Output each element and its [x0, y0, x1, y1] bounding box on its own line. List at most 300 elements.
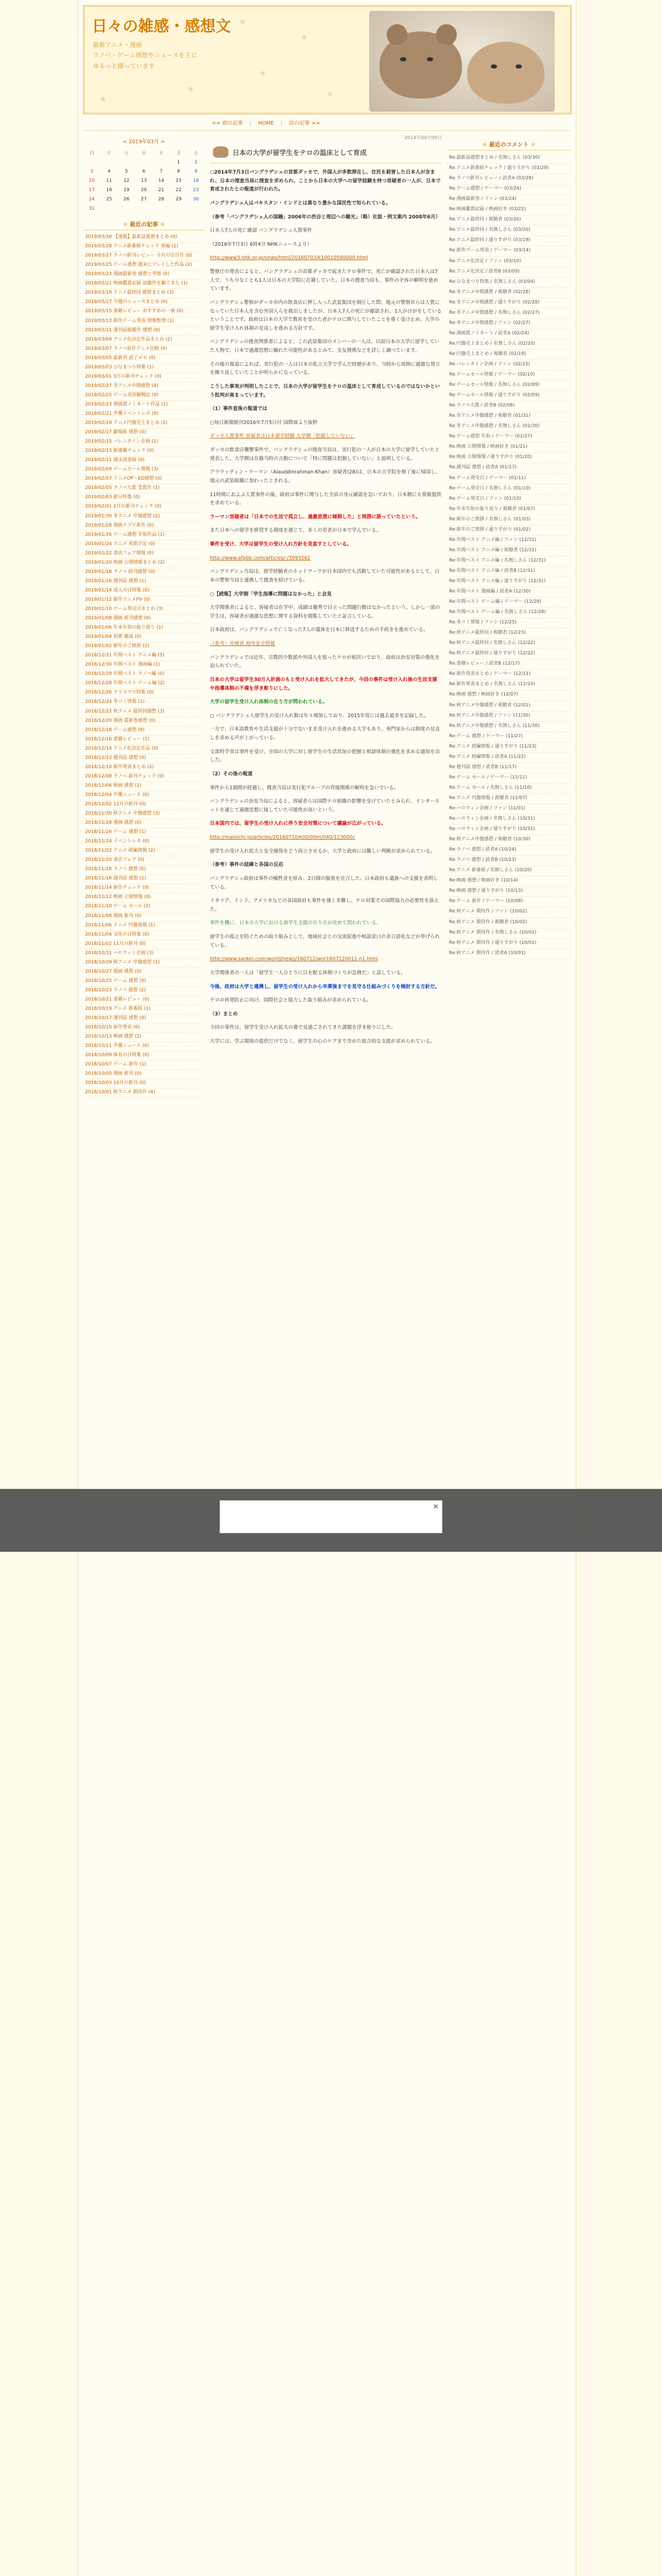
recent-post-item[interactable]: 2018/11/26 ゲーム 感想 (1): [85, 828, 203, 838]
recent-post-item[interactable]: 2018/11/04 文化の日特集 (0): [85, 931, 203, 940]
comment-item[interactable]: Re:年末年始の振り返り / 視聴者 (01/07): [447, 505, 571, 515]
article-paragraph: 事件を機に、日本の大学における留学生支援の在り方が改めて問われている。: [210, 920, 382, 926]
comment-item[interactable]: Re:アニメ 続編情報 / 読者A (11/22): [447, 753, 571, 763]
recent-post-item[interactable]: 2018/11/14 新作チェック (0): [85, 884, 203, 893]
recent-post-item[interactable]: 2019/03/21 映画鑑賞記録 話題作を観てきた (1): [85, 280, 203, 289]
calendar-day[interactable]: 25: [106, 197, 112, 202]
comment-item[interactable]: Re:アニメ 続編情報 / 通りすがり (11/23): [447, 742, 571, 753]
comment-item[interactable]: Re:年間ベスト アニメ編 / 名無しさん (12/31): [447, 556, 571, 567]
comment-item[interactable]: Re:新年のご挨拶 / 名無しさん (01/03): [447, 515, 571, 526]
recent-post-item[interactable]: 2019/02/17 劇場版 感想 (0): [85, 429, 203, 438]
recent-post-item[interactable]: 2018/12/18 ゲーム感想 (0): [85, 726, 203, 736]
comment-item[interactable]: Re:ラノベ大賞 / 読者B (02/06): [447, 401, 571, 412]
recent-post-item[interactable]: 2019/02/19 アニメ円盤売上まとめ (2): [85, 419, 203, 429]
article-paragraph: 大学関係者によると、容疑者は在学中、成績は優秀で目立った問題行動はなかったという。しかし一部の学生は、容疑者が過激な思想に関する資料を閲覧していたと証言している。: [210, 605, 440, 619]
recent-post-item[interactable]: 2019/03/01 3月の新刊チェック (0): [85, 373, 203, 382]
calendar-day[interactable]: 23: [193, 188, 199, 193]
cat-eye: [427, 57, 433, 61]
recent-post-item[interactable]: 2018/12/16 書籍レビュー (1): [85, 736, 203, 745]
recent-post-item[interactable]: 2019/01/12 新作アニメPV (0): [85, 596, 203, 605]
calendar-day[interactable]: 12: [123, 178, 129, 184]
comment-item[interactable]: Re:秋アニメ序盤感想 / 視聴者 (10/30): [447, 835, 571, 845]
prev-post-link[interactable]: << 前の記事: [212, 121, 243, 126]
recent-post-item[interactable]: 2018/12/14 アニメ化決定作品 (0): [85, 745, 203, 754]
article-link[interactable]: （参考）外務省 海外安全情報: [210, 641, 275, 647]
comment-item[interactable]: Re:新年のご挨拶 / 通りすがり (01/02): [447, 526, 571, 536]
calendar-day[interactable]: 9: [194, 169, 197, 175]
comment-item[interactable]: Re:アニメ 新番組 / 名無しさん (10/20): [447, 866, 571, 876]
recent-post-item[interactable]: 2019/02/09 ゲームセール情報 (3): [85, 466, 203, 475]
comment-item[interactable]: Re:映画 公開情報 / 通りすがり (01/20): [447, 453, 571, 463]
recent-post-item[interactable]: 2018/10/29 秋アニメ 序盤感想 (1): [85, 959, 203, 968]
recent-post-item[interactable]: 2018/11/22 アニメ 続編情報 (2): [85, 847, 203, 856]
flower-icon: [301, 32, 307, 44]
calendar-day: [101, 158, 118, 167]
recent-post-item[interactable]: 2019/03/11 週刊誌掲載作 感想 (0): [85, 327, 203, 336]
comment-item[interactable]: Re:ゲームセール情報 / ゲーマー (02/10): [447, 370, 571, 381]
comment-item[interactable]: Re:映画鑑賞記録 / 映画好き (03/22): [447, 205, 571, 215]
comment-item[interactable]: Re:映画 公開情報 / 映画好き (01/21): [447, 443, 571, 453]
calendar-day[interactable]: 14: [158, 178, 164, 184]
calendar-day[interactable]: 11: [106, 178, 112, 184]
article-paragraph: バングラデシュの治安当局によると、容疑者らは国際テロ組織の影響を受けていたとみられ、インターネットを通じて過激思想に接していた可能性が高いという。: [210, 799, 440, 813]
calendar-day[interactable]: 20: [141, 188, 147, 193]
modal-overlay[interactable]: [0, 1489, 662, 1552]
comment-item[interactable]: Re:漫画最新巻 / ファン (03/24): [447, 195, 571, 205]
article-paragraph: イタリア、インド、アメリカなどの各国政府も事件を強く非難し、テロ対策での国際協力の必要性を訴えた。: [210, 898, 439, 912]
recent-post-item[interactable]: 2019/03/23 漫画最新巻 感想と考察 (0): [85, 270, 203, 280]
calendar-day: [101, 205, 118, 214]
home-link[interactable]: HOME: [258, 121, 274, 126]
recent-post-item[interactable]: 2018/12/20 漫画 最新巻感想 (0): [85, 717, 203, 726]
recent-post-item[interactable]: 2018/11/16 週刊誌 感想 (1): [85, 875, 203, 884]
flower-icon: [327, 89, 333, 100]
comment-item[interactable]: Re:ゲーム 感想 / ゲーマー (11/27): [447, 732, 571, 742]
article-paragraph: 今後、政府は大学と連携し、留学生の受け入れから卒業後までを見守る仕組みづくりを検討する方針だ。: [210, 984, 440, 990]
comment-item[interactable]: Re:秋アニメ最終回 / 名無しさん (12/22): [447, 639, 571, 649]
article-paragraph: 日本国内では、留学生の受け入れに伴う安全対策について議論が広がっている。: [210, 821, 386, 827]
article-paragraph: 留学生の受け入れ拡大と安全確保をどう両立させるか、大学と政府には難しい判断が求められている。: [210, 848, 436, 854]
recent-post-item[interactable]: 2018/10/05 漫画 新刊 (0): [85, 1070, 203, 1079]
recent-post-item[interactable]: 2019/03/03 ひなまつり特集 (1): [85, 364, 203, 373]
calendar-day: [118, 158, 135, 167]
comment-item[interactable]: Re:週刊誌 感想 / 読者A (01/17): [447, 463, 571, 473]
comment-item[interactable]: Re:ゲームセール情報 / 通りすがり (02/09): [447, 391, 571, 401]
article-link[interactable]: http://www3.nhk.or.jp/news/html/20160703/k10010580000.html: [210, 255, 368, 261]
comment-item[interactable]: Re:年間ベスト ゲーム編 / ゲーマー (12/28): [447, 598, 571, 608]
comment-item[interactable]: Re:アニメ新番組チェック / 通りすがり (03/29): [447, 164, 571, 174]
article-paragraph: アラウッディン・ラーマン（Alauddinrahman Khan）容疑者(28)は、日本の大学院を修了後に帰国し、地元の武装組織に加わったとされる。: [210, 469, 441, 484]
article-link[interactable]: http://www.afpbb.com/articles/-/3093262: [210, 555, 311, 561]
calendar-day[interactable]: 26: [123, 197, 129, 202]
recent-post-item[interactable]: 2018/11/12 映画 公開情報 (0): [85, 893, 203, 903]
recent-post-item[interactable]: 2019/02/21 声優イベントレポ (0): [85, 410, 203, 419]
article-paragraph: 11時間におよぶ人質事件の後、政府は事件に関与した全員の身元確認を急いでおり、日本側にも情報提供を求めている。: [210, 492, 442, 506]
recent-post-item[interactable]: 2019/03/09 アニメ化決定作品まとめ (2): [85, 336, 203, 345]
recent-post-item[interactable]: 2019/01/06 年末年始の振り返り (1): [85, 624, 203, 633]
article-paragraph: （参考）事件の経緯と各国の反応: [210, 862, 284, 868]
comment-item[interactable]: Re:新作発表まとめ / ゲーマー (12/11): [447, 670, 571, 680]
comment-item[interactable]: Re:週刊誌 感想 / 読者B (11/17): [447, 763, 571, 773]
calendar-day[interactable]: 21: [158, 188, 164, 193]
calendar-weekday: 土: [193, 150, 198, 156]
recent-post-item[interactable]: 2019/01/16 週刊誌 感想 (1): [85, 578, 203, 587]
article-paragraph: バングラデシュの捜査関係者によると、この武装集団のメンバーの一人は、以前日本の大学に留学していた人物で、日本で過激思想に触れた可能性があるとみて、交友関係などを詳しく調べています。: [210, 339, 440, 354]
comment-item[interactable]: Re:ラノベ新刊レビュー / 読者A (03/28): [447, 174, 571, 184]
comment-item[interactable]: Re:新作ゲーム発表 / ゲーマー (03/14): [447, 246, 571, 257]
comment-item[interactable]: Re:秋アニメ 期待作 / 通りすがり (10/01): [447, 939, 571, 949]
comment-item[interactable]: Re:新作発表まとめ / 名無しさん (12/10): [447, 680, 571, 690]
article-paragraph: 大学の留学生受け入れ体制の在り方が問われている。: [210, 699, 328, 705]
left-sidebar: [83, 120, 205, 1098]
calendar-weekday: 日: [89, 150, 94, 156]
recent-post-item[interactable]: 2019/03/15 書籍レビュー おすすめの一冊 (0): [85, 308, 203, 317]
comment-item[interactable]: Re:ハロウィン企画 / ファン (11/01): [447, 804, 571, 815]
recent-post-item[interactable]: 2018/11/08 漫画 新刊 (0): [85, 912, 203, 922]
recent-post-item[interactable]: 2018/10/01 秋アニメ 期待作 (4): [85, 1089, 203, 1098]
comment-item[interactable]: Re:秋アニメ最終回 / 視聴者 (12/23): [447, 629, 571, 639]
recent-post-item[interactable]: 2018/12/12 週刊誌 感想 (0): [85, 754, 203, 764]
article-paragraph: ラーマン容疑者は「日本での生活で孤立し、過激思想に傾倒した」と周囲に語っていたという。: [210, 514, 421, 520]
calendar-day[interactable]: 18: [106, 188, 112, 193]
comment-item[interactable]: Re:ハロウィン企画 / 名無しさん (10/31): [447, 815, 571, 825]
recent-comments-list: [447, 154, 571, 959]
calendar-day[interactable]: 5: [125, 169, 128, 175]
article-paragraph: 警察庁の発表によると、バングラデシュの首都ダッカで起きたテロ事件で、死亡が確認された日本人は7人で、うち少なくとも1人は日本の大学院に在籍していた。日本の捜査当局も、事件の全容の解明を進めています。: [210, 269, 438, 292]
recent-post-item[interactable]: 2019/01/14 成人の日特集 (0): [85, 587, 203, 596]
comment-item[interactable]: Re:ハロウィン企画 / 通りすがり (10/31): [447, 825, 571, 835]
calendar-day: [83, 158, 101, 167]
article-paragraph: バングラデシュ警察がダッカ市内の飲食店に押し入った武装集団を制圧した際、地元の警察官らは人質になっていた日本人を含む外国人らを救出しましたが、日本人7人の死亡が確認され、1人がけがをしているということです。政府は日本の大学で教育を受けた者がテロに関与していたことを重く受け止め、大学の留学生受け入れ体制の見直しを進める方針です。: [210, 299, 442, 331]
calendar-weekday: 水: [141, 150, 146, 156]
recent-post-item[interactable]: 2018/12/08 ラノベ 新刊チェック (0): [85, 773, 203, 782]
calendar-day[interactable]: 17: [89, 188, 95, 193]
close-icon[interactable]: ✕: [433, 1503, 439, 1511]
cat-eye: [400, 57, 406, 61]
flower-icon: [239, 17, 245, 28]
calendar-day[interactable]: 10: [89, 178, 95, 184]
article-paragraph: テロの再発防止に向け、国際社会と協力した取り組みが求められている。: [210, 997, 372, 1004]
recent-post-item[interactable]: 2019/01/22 書店フェア情報 (0): [85, 550, 203, 559]
article-paragraph: また日本への留学を推奨する制度を通じて、多くの若者が日本で学んでいる。: [210, 528, 382, 534]
calendar-day[interactable]: 31: [89, 206, 95, 212]
comment-item[interactable]: Re:冬アニメ中間感想 / 名無しさん (02/27): [447, 309, 571, 319]
post-body: [210, 168, 442, 1046]
comment-item[interactable]: Re:秋アニメ 期待作 / 名無しさん (10/01): [447, 928, 571, 939]
right-sidebar: [447, 120, 571, 959]
comment-item[interactable]: Re:ひなまつり特集 / 名無しさん (03/04): [447, 278, 571, 288]
recent-post-item[interactable]: 2019/01/08 漫画 新刊感想 (0): [85, 615, 203, 624]
flower-icon: [100, 94, 106, 106]
recent-post-item[interactable]: 2019/01/04 初夢 雑談 (0): [85, 633, 203, 642]
article-paragraph: こうした事実が判明したことで、日本の大学が留学生をテロの温床として育成しているのではないかという批判が高まっています。: [210, 383, 440, 398]
comment-item[interactable]: Re:アニメ化決定 / ファン (03/10): [447, 257, 571, 267]
cat-photo: [369, 11, 555, 112]
comment-item[interactable]: Re:バレンタイン企画 / ファン (02/15): [447, 360, 571, 370]
article-paragraph: （3）まとめ: [210, 1011, 238, 1017]
article-paragraph: バングラデシュ当局は、留学経験者のネットワークが日本国内でも活動していた可能性があるとして、日本の警察当局と連携して捜査を続けている。: [210, 569, 440, 583]
recent-post-item[interactable]: 2019/02/27 冬アニメ中間感想 (4): [85, 382, 203, 392]
comment-item[interactable]: Re:秋アニメ最終回 / 通りすがり (12/22): [447, 649, 571, 659]
article-paragraph: 大学には、学ぶ環境の提供だけでなく、留学生の心のケアまで含めた総合的な支援が求められている。: [210, 1039, 435, 1045]
calendar-day[interactable]: 2: [194, 160, 197, 165]
calendar: [83, 149, 205, 214]
comment-item[interactable]: Re:冬コミ情報 / ファン (12/25): [447, 618, 571, 629]
comment-item[interactable]: Re:書籍レビュー / 読者B (12/17): [447, 659, 571, 670]
article-paragraph: バングラデシュ人はパキスタン・インドとは異なり豊かな国民性で知られている。: [210, 200, 391, 206]
post-date: 2014年04月09日: [404, 135, 442, 141]
recent-post-item[interactable]: 2019/02/07 アニメOP・ED感想 (0): [85, 475, 203, 484]
recent-post-item[interactable]: 2018/12/26 クリスマス特集 (0): [85, 689, 203, 698]
recent-post-item[interactable]: 2018/11/10 ゲーム セール (2): [85, 903, 203, 912]
comment-item[interactable]: Re:年間ベスト 漫画編 / 読者A (12/30): [447, 587, 571, 598]
comment-item[interactable]: Re:円盤売上まとめ / 名無しさん (02/20): [447, 340, 571, 350]
main-content: [210, 135, 442, 1052]
comment-item[interactable]: Re:漫画賞ノミネート / 読者A (02/24): [447, 329, 571, 340]
cat-eye: [491, 64, 497, 69]
comment-item[interactable]: Re:冬アニメ中間感想 / ファン (02/27): [447, 319, 571, 329]
page-wrapper: [77, 0, 576, 2576]
comment-item[interactable]: Re:冬アニメ序盤感想 / 視聴者 (01/31): [447, 412, 571, 422]
recent-post-item[interactable]: 2018/10/31 ハロウィン企画 (3): [85, 950, 203, 959]
recent-post-item[interactable]: 2019/02/01 2月の新刊チェック (0): [85, 503, 203, 512]
comment-item[interactable]: Re:ゲーム 新作 / ゲーマー (10/08): [447, 897, 571, 907]
recent-post-item[interactable]: 2018/10/23 ラノベ 感想 (2): [85, 987, 203, 996]
comment-item[interactable]: Re:ゲームセール情報 / 名無しさん (02/09): [447, 381, 571, 391]
recent-post-item[interactable]: 2019/03/27 ラノベ新刊レビュー 今月の注目作 (0): [85, 252, 203, 261]
recent-post-item[interactable]: 2018/12/04 声優ニュース (0): [85, 791, 203, 801]
comment-item[interactable]: Re:冬アニメ中間感想 / 通りすがり (02/28): [447, 298, 571, 309]
article-paragraph: （1）事件直後の報道では: [210, 406, 268, 412]
article-paragraph: バングラデシュ政府は事件の犠牲者を悼み、2日間の服喪を宣言した。日本政府も遺族への支援を表明している。: [210, 875, 439, 890]
calendar-day: [135, 205, 153, 214]
recent-post-item[interactable]: 2018/12/29 年間ベスト ラノベ編 (0): [85, 670, 203, 680]
comment-item[interactable]: Re:冬アニメ中間感想 / 視聴者 (02/28): [447, 288, 571, 298]
comment-item[interactable]: Re:ゲーム感想 / ゲーマー (03/26): [447, 184, 571, 195]
recent-post-item[interactable]: 2018/10/27 漫画 感想 (0): [85, 968, 203, 977]
recent-post-item[interactable]: 2018/12/22 秋アニメ 最終回感想 (3): [85, 708, 203, 717]
recent-post-item[interactable]: 2019/01/10 ゲーム発売日まとめ (3): [85, 605, 203, 615]
article-paragraph: 今回の事件は、留学生受け入れ拡大の裏で見過ごされてきた課題を浮き彫りにした。: [210, 1025, 396, 1031]
recent-post-item[interactable]: 2019/02/15 バレンタイン企画 (1): [85, 438, 203, 447]
calendar-day: [153, 158, 170, 167]
calendar-day[interactable]: 28: [158, 197, 164, 202]
post-title[interactable]: 日本の大学が留学生をテロの温床として育成: [210, 144, 442, 163]
flower-icon: [188, 84, 194, 95]
article-paragraph: ○ バングラデシュ人留学生の受け入れ数は年々増加しており、2015年度には過去最多を記録した。: [210, 713, 429, 719]
recent-post-item[interactable]: 2019/03/19 アニメ最終回 感想まとめ (3): [85, 289, 203, 298]
article-paragraph: 日本の大学は留学生30万人計画のもと受け入れを拡大してきたが、今回の事件は受け入れ後の生活支援や指導体制の不備を浮き彫りにした。: [210, 676, 437, 691]
article-paragraph: 事件から1週間が経過し、捜査当局は実行犯グループの背後関係の解明を急いでいる。: [210, 785, 399, 791]
blog-title[interactable]: 日々の雑感・感想文: [92, 18, 231, 36]
recent-post-item[interactable]: 2019/03/17 今週のニュースまとめ (0): [85, 298, 203, 308]
comment-item[interactable]: Re:秋アニメ中盤感想 / 名無しさん (11/30): [447, 722, 571, 732]
post-navigation: << 前の記事 | HOME | 次の記事 >>: [83, 120, 572, 131]
comment-item[interactable]: Re:アニメ最終回 / 通りすがり (03/19): [447, 236, 571, 246]
recent-post-item[interactable]: 2018/12/31 年間ベスト アニメ編 (5): [85, 652, 203, 661]
recent-post-item[interactable]: 2018/10/13 映画 感想 (2): [85, 1033, 203, 1042]
article-paragraph: バングラデシュでは近年、宗教的少数派や外国人を狙ったテロが相次いでおり、政府は治安対策の強化を迫られていた。: [210, 654, 440, 669]
recent-post-item[interactable]: 2019/02/13 新連載チェック (0): [85, 447, 203, 456]
calendar-day: [187, 205, 205, 214]
recent-post-item[interactable]: 2018/12/24 冬コミ情報 (1): [85, 698, 203, 707]
recent-post-item[interactable]: 2019/01/26 ゲーム感想 年始作品 (1): [85, 531, 203, 540]
calendar-nav[interactable]: < 2019年03月 >: [123, 139, 165, 145]
recent-post-item[interactable]: 2018/10/15 新作発表 (0): [85, 1024, 203, 1033]
calendar-day[interactable]: 30: [193, 197, 199, 202]
calendar-weekday: 月: [107, 150, 112, 156]
comment-item[interactable]: Re:アニメ最終回 / 名無しさん (03/20): [447, 226, 571, 236]
comment-item[interactable]: Re:年間ベスト ゲーム編 / 名無しさん (12/28): [447, 608, 571, 618]
recent-post-item[interactable]: 2019/02/11 週末読書録 (0): [85, 456, 203, 466]
article-link[interactable]: ダッカ人質事件 容疑者は日本留学経験 大学側「把握していない」: [210, 433, 355, 439]
comment-item[interactable]: Re:最新話感想まとめ / 名無しさん (03/30): [447, 154, 571, 164]
calendar-weekday: 火: [124, 150, 129, 156]
article-paragraph: ダッカの飲食店襲撃事件で、バングラデシュの捜査当局は、実行犯の一人が日本の大学に留学していたと発表した。大学側は在籍当時の言動について「特に問題は把握していない」と説明している。: [210, 447, 440, 462]
calendar-day[interactable]: 15: [175, 178, 182, 184]
comment-item[interactable]: Re:年間ベスト アニメ編 / 視聴者 (12/31): [447, 546, 571, 556]
recent-post-item[interactable]: 2019/03/25 ゲーム感想 週末にプレイした作品 (2): [85, 261, 203, 270]
calendar-day: [118, 205, 135, 214]
comment-item[interactable]: Re:秋アニメ中盤感想 / 視聴者 (12/01): [447, 701, 571, 711]
recent-post-item[interactable]: 2019/03/30 【速報】最新話感想まとめ (0): [85, 233, 203, 243]
comment-item[interactable]: Re:ゲーム発売日 / ファン (01/10): [447, 495, 571, 505]
article-paragraph: 大学関係者の一人は「留学生一人ひとりに目を配る体制づくりが急務だ」と話している。: [210, 970, 406, 976]
comment-item[interactable]: Re:映画 感想 / 映画好き (12/07): [447, 690, 571, 701]
recent-post-item[interactable]: 2018/11/06 アニメ 円盤情報 (1): [85, 922, 203, 931]
comment-item[interactable]: Re:ラノベ 感想 / 読者A (10/24): [447, 845, 571, 856]
comment-item[interactable]: Re:映画 感想 / 映画好き (10/14): [447, 876, 571, 887]
recent-post-item[interactable]: 2018/11/28 漫画 感想 (0): [85, 819, 203, 828]
recent-post-item[interactable]: 2018/11/18 ラノベ 感想 (0): [85, 866, 203, 875]
recent-post-item[interactable]: 2019/01/02 新年のご挨拶 (2): [85, 642, 203, 652]
recent-post-item[interactable]: 2019/03/13 新作ゲーム発表 情報整理 (1): [85, 317, 203, 327]
comment-item[interactable]: Re:秋アニメ 期待作 / 読者A (10/01): [447, 949, 571, 959]
recent-post-item[interactable]: 2019/03/28 アニメ新番組チェック 春編 (1): [85, 243, 203, 252]
recent-post-item[interactable]: 2018/10/11 声優ニュース (0): [85, 1042, 203, 1052]
comment-item[interactable]: Re:ゲーム セール / 名無しさん (11/10): [447, 784, 571, 794]
recent-comments-heading: ❀ 最近のコメント ❀: [447, 139, 571, 150]
comment-item[interactable]: Re:アニメ最終回 / 視聴者 (03/20): [447, 215, 571, 226]
comment-item[interactable]: Re:冬アニメ序盤感想 / 名無しさん (01/30): [447, 422, 571, 432]
comment-item[interactable]: Re:ゲーム発売日 / 名無しさん (01/10): [447, 484, 571, 495]
recent-post-item[interactable]: 2019/03/05 最新刊 読了メモ (0): [85, 354, 203, 364]
modal-dialog: [220, 1500, 442, 1533]
recent-post-item[interactable]: 2018/12/30 年間ベスト 漫画編 (1): [85, 661, 203, 670]
recent-posts-list: [83, 233, 205, 1098]
recent-post-item[interactable]: 2018/10/21 書籍レビュー (0): [85, 996, 203, 1005]
article-paragraph: 文部科学省は事件を受け、全国の大学に対し留学生の生活状況の把握と相談体制の強化を求める通知を出した。: [210, 749, 440, 764]
recent-post-item[interactable]: 2018/11/30 秋アニメ 中盤感想 (3): [85, 810, 203, 819]
article-paragraph: その後の報道によれば、実行犯の一人は日本の私立大学で学んだ経歴があり、当時から周囲に過激な発言を繰り返していたことが明らかになっている。: [210, 361, 440, 376]
calendar-day[interactable]: 27: [141, 197, 147, 202]
calendar-day[interactable]: 7: [159, 169, 163, 175]
recent-post-item[interactable]: 2019/01/28 漫画アプリ新作 (0): [85, 522, 203, 531]
calendar-day[interactable]: 19: [123, 188, 129, 193]
calendar-day[interactable]: 3: [90, 169, 93, 175]
comment-item[interactable]: Re:円盤売上まとめ / 視聴者 (02/19): [447, 350, 571, 360]
calendar-day[interactable]: 6: [142, 169, 145, 175]
article-paragraph: （参考「バングラデシュ人の国籍」2006年の渋谷と周辺への観光」（略）社説・例文案内 2008年6月）: [210, 214, 440, 220]
recent-post-item[interactable]: 2019/01/24 アニメ 来期予定 (0): [85, 540, 203, 550]
calendar-day[interactable]: 1: [177, 160, 180, 165]
recent-post-item[interactable]: 2018/10/19 アニメ 新番組 (1): [85, 1005, 203, 1014]
recent-post-item[interactable]: 2019/03/07 ラノベ原作アニメ比較 (0): [85, 345, 203, 354]
comment-item[interactable]: Re:年間ベスト アニメ編 / 読者B (12/31): [447, 567, 571, 577]
comment-item[interactable]: Re:秋アニメ 期待作 / ファン (10/02): [447, 907, 571, 918]
article-paragraph: ○毎日新聞朝刊2016年7月5日付 国際面より抜粋: [210, 419, 318, 426]
recent-post-item[interactable]: 2018/12/10 新作発表まとめ (2): [85, 764, 203, 773]
calendar-day[interactable]: 8: [177, 169, 180, 175]
comment-item[interactable]: Re:年間ベスト アニメ編 / ファン (12/31): [447, 536, 571, 546]
article-paragraph: ○【続報】大学側「学生指導に問題はなかった」と会見: [210, 591, 332, 597]
calendar-day[interactable]: 29: [175, 197, 182, 202]
recent-posts-heading: ❀ 最近の記事 ❀: [83, 219, 205, 230]
article-paragraph: ○2014年7月3日バングラデシュの首都ダッカで、外国人が多数滞在し、住民を殺害した日本人が含まれ、日本の捜査当局に捜査を求められ、ことから日本の大学への留学経験を持つ容疑者の一人が、日本で育成されたとの報道が行われた。: [210, 170, 441, 193]
recent-post-item[interactable]: 2019/02/05 ラノベ大賞 受賞作 (1): [85, 484, 203, 494]
cat-eye: [516, 64, 522, 69]
article-paragraph: 留学生の孤立を防ぐための取り組みとして、地域社会との交流促進や相談窓口の多言語化などが挙げられている。: [210, 934, 440, 948]
recent-post-item[interactable]: 2019/01/30 冬アニメ 序盤感想 (2): [85, 513, 203, 522]
recent-post-item[interactable]: 2018/10/17 週刊誌 感想 (0): [85, 1014, 203, 1024]
recent-post-item[interactable]: 2019/01/20 映画 公開情報まとめ (2): [85, 559, 203, 568]
recent-post-item[interactable]: 2018/10/09 体育の日特集 (0): [85, 1052, 203, 1061]
calendar-day[interactable]: 13: [141, 178, 147, 184]
comment-item[interactable]: Re:アニメ化決定 / 読者B (03/09): [447, 267, 571, 278]
comment-item[interactable]: Re:ゲーム発売日 / ゲーマー (01/11): [447, 474, 571, 484]
calendar-day[interactable]: 24: [89, 197, 95, 202]
comment-item[interactable]: Re:年間ベスト アニメ編 / 通りすがり (12/31): [447, 577, 571, 587]
article-paragraph: （2016年7月3日 6時4分 NHKニュースより）: [210, 241, 312, 247]
article-paragraph: （2）その後の報道: [210, 771, 253, 777]
next-post-link[interactable]: 次の記事 >>: [289, 121, 320, 126]
recent-post-item[interactable]: 2018/11/20 書店フェア (0): [85, 856, 203, 866]
recent-post-item[interactable]: 2019/02/25 ゲーム実況観戦記 (0): [85, 392, 203, 401]
recent-post-item[interactable]: 2018/12/06 映画 感想 (1): [85, 782, 203, 791]
recent-post-item[interactable]: 2018/11/02 11月の新刊 (0): [85, 940, 203, 950]
recent-post-item[interactable]: 2018/10/07 ゲーム 新作 (1): [85, 1061, 203, 1070]
comment-item[interactable]: Re:アニメ 円盤情報 / 視聴者 (11/07): [447, 794, 571, 804]
calendar-day: [135, 158, 153, 167]
recent-post-item[interactable]: 2018/10/25 ゲーム 感想 (0): [85, 977, 203, 987]
article-paragraph: 日本政府は、バングラデシュで亡くなった7人の遺体を日本に移送するための手続きを進めている。: [210, 627, 428, 633]
calendar-day[interactable]: 22: [175, 188, 182, 193]
recent-post-item[interactable]: 2018/10/03 10月の新刊 (0): [85, 1079, 203, 1089]
comment-item[interactable]: Re:ゲーム セール / ゲーマー (11/11): [447, 773, 571, 784]
recent-post-item[interactable]: 2018/11/24 イベントレポ (0): [85, 838, 203, 847]
calendar-weekday: 金: [176, 150, 181, 156]
calendar-day[interactable]: 4: [107, 169, 111, 175]
comment-item[interactable]: Re:映画 感想 / 通りすがり (10/13): [447, 887, 571, 897]
article-paragraph: 事件を受け、大学は留学生の受け入れ方針を見直すとしている。: [210, 541, 352, 548]
comment-item[interactable]: Re:ゲーム感想 年始 / ゲーマー (01/27): [447, 432, 571, 443]
comment-item[interactable]: Re:ラノベ 感想 / 読者B (10/23): [447, 856, 571, 866]
calendar-day[interactable]: 16: [193, 178, 199, 184]
recent-post-item[interactable]: 2019/02/03 節分特集 (0): [85, 494, 203, 503]
comment-item[interactable]: Re:秋アニメ中盤感想 / ファン (11/30): [447, 711, 571, 722]
article-paragraph: 日本人7人の死亡確認 バングラデシュ人質事件: [210, 228, 312, 234]
recent-post-item[interactable]: 2018/12/02 12月の新刊 (0): [85, 801, 203, 810]
article-link[interactable]: http://www.sankei.com/world/news/160712/wor1607120011-n1.html: [210, 956, 378, 962]
recent-post-item[interactable]: 2019/01/18 ラノベ 続刊感想 (0): [85, 568, 203, 578]
article-link[interactable]: http://mainichi.jp/articles/20160710/k00/00m/040/123000c: [210, 835, 355, 841]
calendar-day: [170, 205, 188, 214]
cat-image: [467, 42, 544, 104]
recent-post-item[interactable]: 2018/12/28 年間ベスト ゲーム編 (2): [85, 680, 203, 689]
comment-item[interactable]: Re:秋アニメ 期待作 / 視聴者 (10/02): [447, 918, 571, 928]
recent-post-item[interactable]: 2019/02/23 漫画賞ノミネート作品 (1): [85, 401, 203, 410]
calendar-day: [153, 205, 170, 214]
